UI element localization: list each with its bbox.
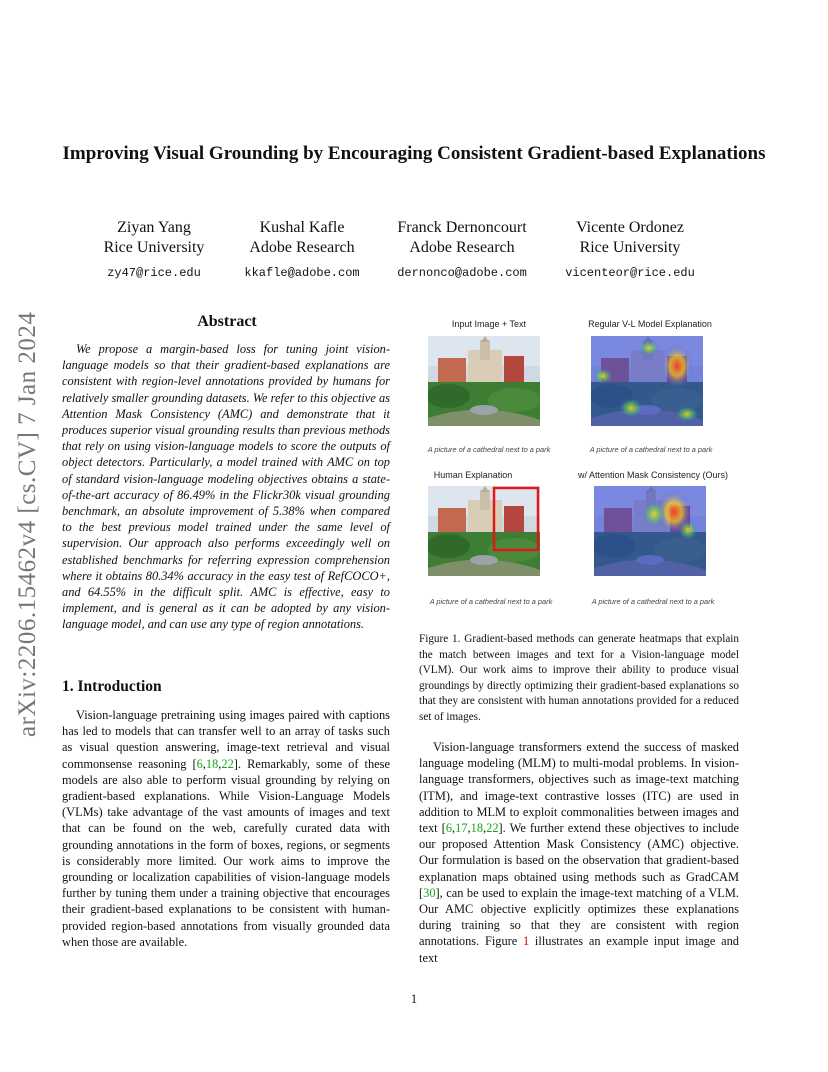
- figure-caption: Figure 1. Gradient-based methods can generate heatmaps that explain the match between images and text for a Vision-language model (VLM). Our work aims to improve their ability to produce visual groundings by directly optimizing their gradient-based explanations so that they are consistent with human annotations provided for a reduced set of images.: [419, 633, 739, 723]
- panel-title-human: Human Explanation: [433, 470, 513, 480]
- author-affiliation: Rice University: [579, 239, 681, 256]
- human-annotation-image: [428, 486, 540, 576]
- section-heading: 1. Introduction: [62, 678, 162, 695]
- author-affiliation: Adobe Research: [409, 239, 515, 256]
- panel-title-amc: w/ Attention Mask Consistency (Ours): [577, 470, 729, 480]
- arxiv-identifier: arXiv:2206.15462v4 [cs.CV] 7 Jan 2024: [14, 311, 41, 737]
- author-affiliation: Adobe Research: [249, 239, 355, 256]
- citation-link[interactable]: 30: [423, 885, 436, 900]
- panel-caption: A picture of a cathedral next to a park: [429, 597, 553, 606]
- panel-title-regular: Regular V-L Model Explanation: [588, 319, 712, 329]
- regular-heatmap-image: [591, 336, 703, 426]
- citation-link[interactable]: 22: [221, 756, 234, 771]
- panel-caption: A picture of a cathedral next to a park: [589, 445, 713, 454]
- page-number: 1: [410, 992, 418, 1006]
- citation-link[interactable]: 18: [470, 821, 484, 836]
- author-email: zy47@rice.edu: [107, 266, 201, 280]
- panel-caption: A picture of a cathedral next to a park: [591, 597, 715, 606]
- paper-title: Improving Visual Grounding by Encouraging Consistent Gradient-based Explanations: [62, 143, 766, 164]
- author-2: [212, 218, 392, 283]
- author-name: Kushal Kafle: [259, 219, 345, 236]
- author-email: kkafle@adobe.com: [244, 266, 360, 280]
- intro-paragraph: Vision-language pretraining using images paired with captions has led to models that can transfer well to an array of tasks such as visual question answering, image-text retrieval and visual commonsense reasoning [6,18,22]. Remarkably, some of these models are also able to perform visual grounding by relying on gradient-based explanations. While Vision-Language Models (VLMs) take advantage of the vast amounts of images and text that can be found on the web, carefully curated data with grounding annotations in the form of boxes, regions, or segments is considerably more limited. Our work aims to improve the grounding or localization capabilities of vision-language models further by tuning them under a training objective that encourages their gradient-based explanations to be consistent with human-provided region-based annotations from visually grounded data when those are available.: [62, 708, 390, 949]
- author-email: dernonco@adobe.com: [397, 266, 527, 280]
- figure-reference-link[interactable]: 1: [523, 934, 530, 949]
- citation-link[interactable]: 6: [196, 756, 203, 771]
- citation-link[interactable]: 22: [486, 821, 499, 836]
- author-4: [540, 218, 720, 283]
- citation-link[interactable]: 17: [455, 821, 468, 836]
- panel-caption: A picture of a cathedral next to a park: [427, 445, 551, 454]
- amc-heatmap-image: [594, 486, 706, 576]
- abstract-heading: Abstract: [197, 313, 257, 330]
- author-name: Vicente Ordonez: [576, 219, 684, 236]
- author-name: Ziyan Yang: [117, 219, 191, 236]
- author-name: Franck Dernoncourt: [397, 219, 527, 236]
- author-email: vicenteor@rice.edu: [565, 266, 695, 280]
- author-3: [372, 218, 552, 283]
- input-image: [428, 336, 540, 426]
- right-column-paragraph: Vision-language transformers extend the success of masked language modeling (MLM) to multi-modal problems. In vision-language transformers, objectives such as image-text matching (ITM), and image-text contrastive losses (ITC) are used in addition to MLM to exploit commonalities between images and text [6,17,18,22]. We further extend these objectives to include our proposed Attention Mask Consistency (AMC) objective. Our formulation is based on the observation that gradient-based explanation maps obtained using methods such as GradCAM [30], can be used to explain the image-text matching of a VLM. Our AMC objective explicitly optimizes these explanations during training so that they are consistent with region annotations. Figure 1 illustrates an example input image and text: [419, 740, 739, 965]
- author-affiliation: Rice University: [103, 239, 205, 256]
- abstract-text: We propose a margin-based loss for tuning joint vision-language models so that their gradient-based explanations are consistent with region-level annotations provided by humans for relatively smaller grounding datasets. We refer to this objective as Attention Mask Consistency (AMC) and demonstrate that it produces superior visual grounding results than previous methods that rely on using vision-language models to score the outputs of object detectors. Particularly, a model trained with AMC on top of standard vision-language modeling objectives obtains a state-of-the-art accuracy of 86.49% in the Flickr30k visual grounding benchmark, an absolute improvement of 5.38% when compared to the best previous model trained under the same level of supervision. Our approach also performs exceedingly well on established benchmarks for referring expression comprehension where it obtains 80.34% accuracy in the easy test of RefCOCO+, and 64.55% in the difficult split. AMC is effective, easy to implement, and is general as it can be adopted by any vision-language model, and can use any type of region annotations.: [62, 342, 390, 632]
- citation-link[interactable]: 6: [445, 821, 453, 836]
- citation-link[interactable]: 18: [205, 756, 219, 771]
- panel-title-input: Input Image + Text: [451, 319, 527, 329]
